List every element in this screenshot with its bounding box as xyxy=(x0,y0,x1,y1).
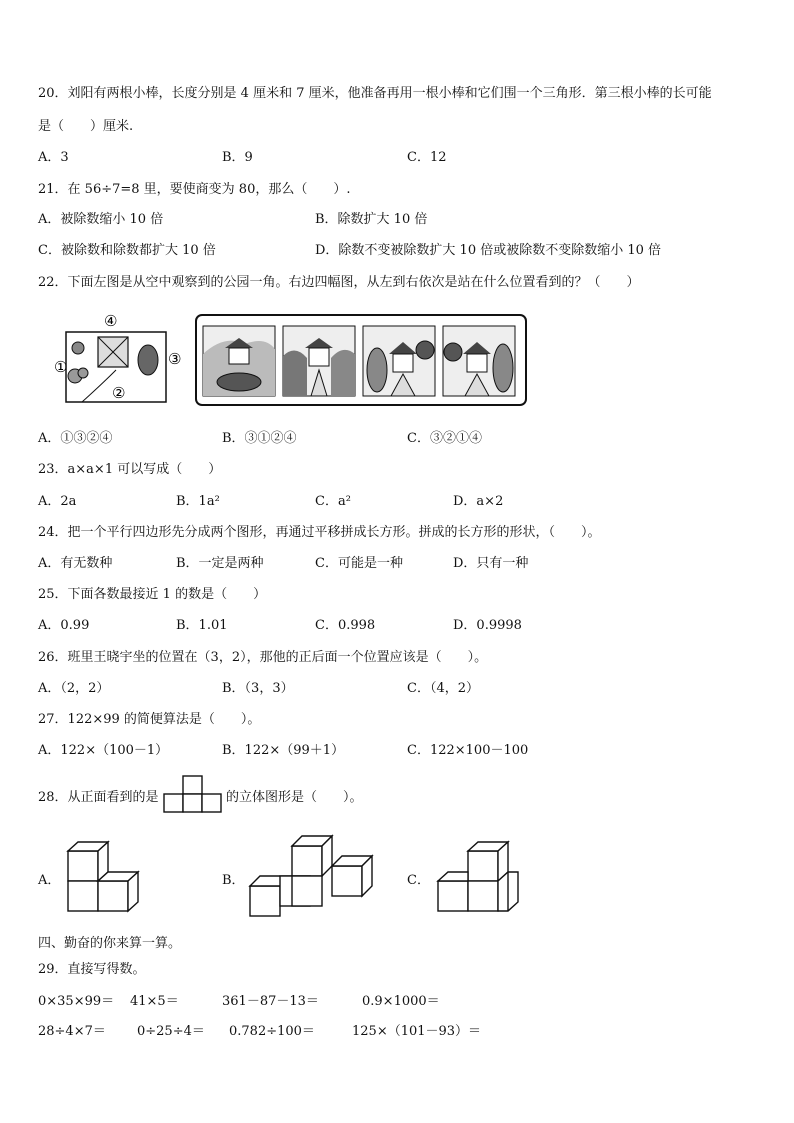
front-view-figure xyxy=(162,774,224,814)
q20-stem-line2: 是（ ）厘米. xyxy=(38,119,134,134)
section-4-title: 四、勤奋的你来算一算。 xyxy=(38,936,182,951)
q25-option-a[interactable]: A．0.99 xyxy=(38,618,90,633)
q21-option-a[interactable]: A．被除数缩小 10 倍 xyxy=(38,212,164,227)
q24-option-c[interactable]: C．可能是一种 xyxy=(315,556,403,571)
q28-stem-after: 的立体图形是（ ）。 xyxy=(226,790,363,805)
q22-option-a[interactable]: A．①③②④ xyxy=(38,431,113,446)
q24-stem: 24．把一个平行四边形先分成两个图形，再通过平移拼成长方形。拼成的长方形的形状，（ ）。 xyxy=(38,525,601,540)
q22-option-c[interactable]: C．③②①④ xyxy=(407,431,482,446)
q23-option-a[interactable]: A．2a xyxy=(38,494,77,509)
q29-item-7: 0.782÷100＝ xyxy=(229,1024,315,1039)
q22-stem: 22．下面左图是从空中观察到的公园一角。右边四幅图，从左到右依次是站在什么位置看到的？（ ） xyxy=(38,275,640,290)
cube-figure-c xyxy=(434,836,526,916)
marker-1: ① xyxy=(54,358,68,376)
q29-item-8: 125×（101－93）＝ xyxy=(352,1024,482,1039)
q24-option-b[interactable]: B．一定是两种 xyxy=(176,556,264,571)
q25-option-c[interactable]: C．0.998 xyxy=(315,618,376,633)
view-2 xyxy=(283,326,355,396)
cube-figure-b xyxy=(246,830,378,920)
q29-item-6: 0÷25÷4＝ xyxy=(137,1024,205,1039)
q27-stem: 27．122×99 的简便算法是（ ）。 xyxy=(38,712,261,727)
q28-stem-before: 28．从正面看到的是 xyxy=(38,790,159,805)
q27-option-c[interactable]: C．122×100－100 xyxy=(407,743,529,758)
q24-option-a[interactable]: A．有无数种 xyxy=(38,556,113,571)
view-3 xyxy=(363,326,435,396)
marker-4: ④ xyxy=(104,312,118,330)
q21-option-c[interactable]: C．被除数和除数都扩大 10 倍 xyxy=(38,243,216,258)
view-1 xyxy=(203,326,275,396)
view-4 xyxy=(443,326,515,396)
q28-option-c[interactable]: C． xyxy=(407,873,430,888)
q29-item-2: 41×5＝ xyxy=(130,994,179,1009)
q25-stem: 25．下面各数最接近 1 的数是（ ） xyxy=(38,587,267,602)
q29-item-4: 0.9×1000＝ xyxy=(362,994,440,1009)
q22-option-b[interactable]: B．③①②④ xyxy=(222,431,297,446)
q20-option-a[interactable]: A．3 xyxy=(38,150,69,165)
q20-option-c[interactable]: C．12 xyxy=(407,150,447,165)
cube-figure-a xyxy=(64,836,146,916)
q20-stem-line1: 20．刘阳有两根小棒，长度分别是 4 厘米和 7 厘米，他准备再用一根小棒和它们围一个三角形．第三根小棒的长可能 xyxy=(38,86,712,101)
q28-option-a[interactable]: A． xyxy=(38,873,61,888)
q27-option-a[interactable]: A．122×（100－1） xyxy=(38,743,169,758)
q21-option-b[interactable]: B．除数扩大 10 倍 xyxy=(315,212,428,227)
marker-3: ③ xyxy=(168,350,182,368)
q29-item-5: 28÷4×7＝ xyxy=(38,1024,106,1039)
q25-option-b[interactable]: B．1.01 xyxy=(176,618,228,633)
park-views-figure xyxy=(195,314,527,406)
q26-stem: 26．班里王晓宇坐的位置在（3，2），那他的正后面一个位置应该是（ ）。 xyxy=(38,650,488,665)
q26-option-c[interactable]: C．（4，2） xyxy=(407,681,479,696)
q26-option-a[interactable]: A．（2，2） xyxy=(38,681,110,696)
q25-option-d[interactable]: D．0.9998 xyxy=(453,618,522,633)
q28-option-b[interactable]: B． xyxy=(222,873,245,888)
q29-item-3: 361－87－13＝ xyxy=(222,994,319,1009)
q24-option-d[interactable]: D．只有一种 xyxy=(453,556,529,571)
q21-stem: 21．在 56÷7=8 里，要使商变为 80，那么（ ）. xyxy=(38,182,351,197)
q20-option-b[interactable]: B．9 xyxy=(222,150,253,165)
q23-stem: 23．a×a×1 可以写成（ ） xyxy=(38,462,222,477)
q21-option-d[interactable]: D．除数不变被除数扩大 10 倍或被除数不变除数缩小 10 倍 xyxy=(315,243,662,258)
marker-2: ② xyxy=(112,384,126,402)
q23-option-c[interactable]: C．a² xyxy=(315,494,351,509)
q23-option-d[interactable]: D．a×2 xyxy=(453,494,504,509)
q29-stem: 29．直接写得数。 xyxy=(38,962,146,977)
q23-option-b[interactable]: B．1a² xyxy=(176,494,220,509)
q26-option-b[interactable]: B．（3，3） xyxy=(222,681,294,696)
park-aerial-figure xyxy=(42,306,192,406)
q29-item-1: 0×35×99＝ xyxy=(38,994,115,1009)
q27-option-b[interactable]: B．122×（99＋1） xyxy=(222,743,345,758)
